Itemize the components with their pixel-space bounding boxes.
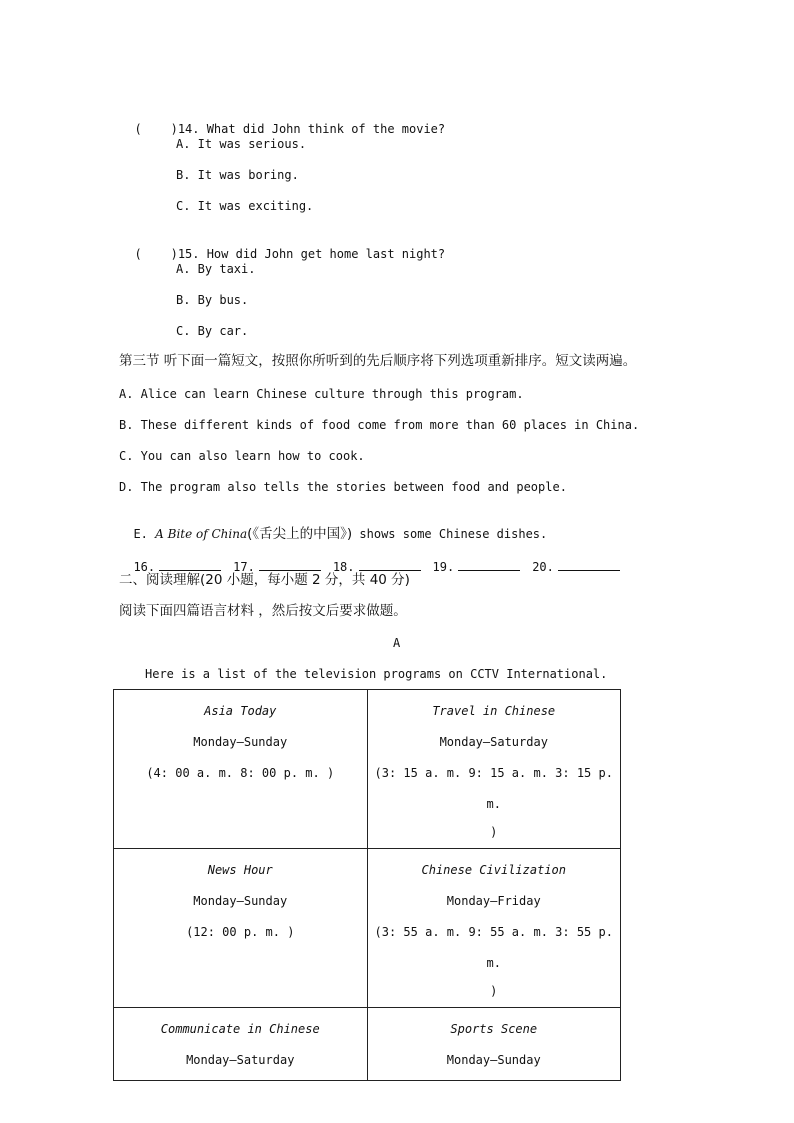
program-title-cn: (《舌尖上的中国》): [247, 526, 353, 542]
passage-label: A: [393, 636, 401, 650]
program-cell: [367, 849, 621, 1008]
option-15b: B. By bus.: [176, 293, 249, 307]
program-days: Monday—Saturday: [439, 735, 548, 749]
answer-blank-18[interactable]: [359, 558, 421, 571]
section3-item-a: A. Alice can learn Chinese culture through this program.: [119, 387, 524, 401]
option-15c: C. By car.: [176, 324, 249, 338]
program-cell: [367, 1008, 621, 1081]
blank-label-20: 20.: [532, 560, 554, 574]
program-days: Monday—Friday: [446, 894, 541, 908]
answer-blanks-row: [119, 542, 632, 575]
program-days: Monday—Sunday: [193, 735, 288, 749]
program-title: A Bite of China: [155, 527, 248, 541]
program-name: Sports Scene: [450, 1022, 538, 1036]
blank-label-16: 16.: [133, 560, 156, 574]
section3-item-b: B. These different kinds of food come from more than 60 places in China.: [119, 418, 640, 432]
section3-item-e: E. A Bite of China(《舌尖上的中国》) shows some Chinese dishes.: [133, 526, 548, 542]
program-time: (3: 15 a. m. 9: 15 a. m. 3: 15 p. m.: [374, 766, 613, 811]
option-14b: B. It was boring.: [176, 168, 299, 182]
blank-label-18: 18.: [332, 560, 355, 574]
question-15: [120, 230, 445, 262]
question-stem: 15. How did John get home last night?: [177, 247, 446, 261]
part2-heading: 二、阅读理解(20 小题，每小题 2 分，共 40 分): [119, 572, 410, 588]
program-time-cont: ): [490, 984, 498, 998]
program-time: (12: 00 p. m. ): [186, 925, 295, 939]
answer-blank-16[interactable]: [159, 558, 221, 571]
question-14: [120, 105, 445, 137]
program-time: (3: 55 a. m. 9: 55 a. m. 3: 55 p. m.: [374, 925, 613, 970]
program-name: Asia Today: [204, 704, 277, 718]
section3-heading: 第三节 听下面一篇短文，按照你所听到的先后顺序将下列选项重新排序。短文读两遍。: [119, 353, 637, 369]
table-row: [114, 1008, 621, 1081]
option-14c: C. It was exciting.: [176, 199, 314, 213]
program-days: Monday—Saturday: [186, 1053, 295, 1067]
blank-label-17: 17.: [233, 560, 255, 574]
question-stem: 14. What did John think of the movie?: [177, 122, 446, 136]
answer-blank-20[interactable]: [558, 558, 620, 571]
answer-blank-19[interactable]: [458, 558, 520, 571]
program-time: (4: 00 a. m. 8: 00 p. m. ): [146, 766, 335, 780]
table-row: [114, 690, 621, 849]
program-name: Travel in Chinese: [432, 704, 556, 718]
program-name: News Hour: [207, 863, 273, 877]
program-days: Monday—Sunday: [446, 1053, 541, 1067]
blank-label-19: 19.: [432, 560, 455, 574]
program-days: Monday—Sunday: [193, 894, 288, 908]
program-name: Communicate in Chinese: [160, 1022, 320, 1036]
part2-instruction: 阅读下面四篇语言材料 ，然后按文后要求做题。: [119, 603, 407, 619]
program-cell: [114, 849, 368, 1008]
option-14a: A. It was serious.: [176, 137, 307, 151]
answer-blank-17[interactable]: [259, 558, 321, 571]
answer-paren[interactable]: ( ): [134, 122, 178, 136]
table-row: [114, 849, 621, 1008]
passage-intro: Here is a list of the television programs on CCTV International.: [145, 667, 608, 681]
program-name: Chinese Civilization: [421, 863, 566, 877]
program-cell: [114, 690, 368, 849]
program-cell: [114, 1008, 368, 1081]
section3-item-d: D. The program also tells the stories between food and people.: [119, 480, 567, 494]
section3-item-c: C. You can also learn how to cook.: [119, 449, 365, 463]
program-time-cont: ): [490, 825, 498, 839]
program-cell: [367, 690, 621, 849]
program-table: [113, 689, 621, 1081]
answer-paren[interactable]: ( ): [134, 247, 178, 261]
option-15a: A. By taxi.: [176, 262, 256, 276]
